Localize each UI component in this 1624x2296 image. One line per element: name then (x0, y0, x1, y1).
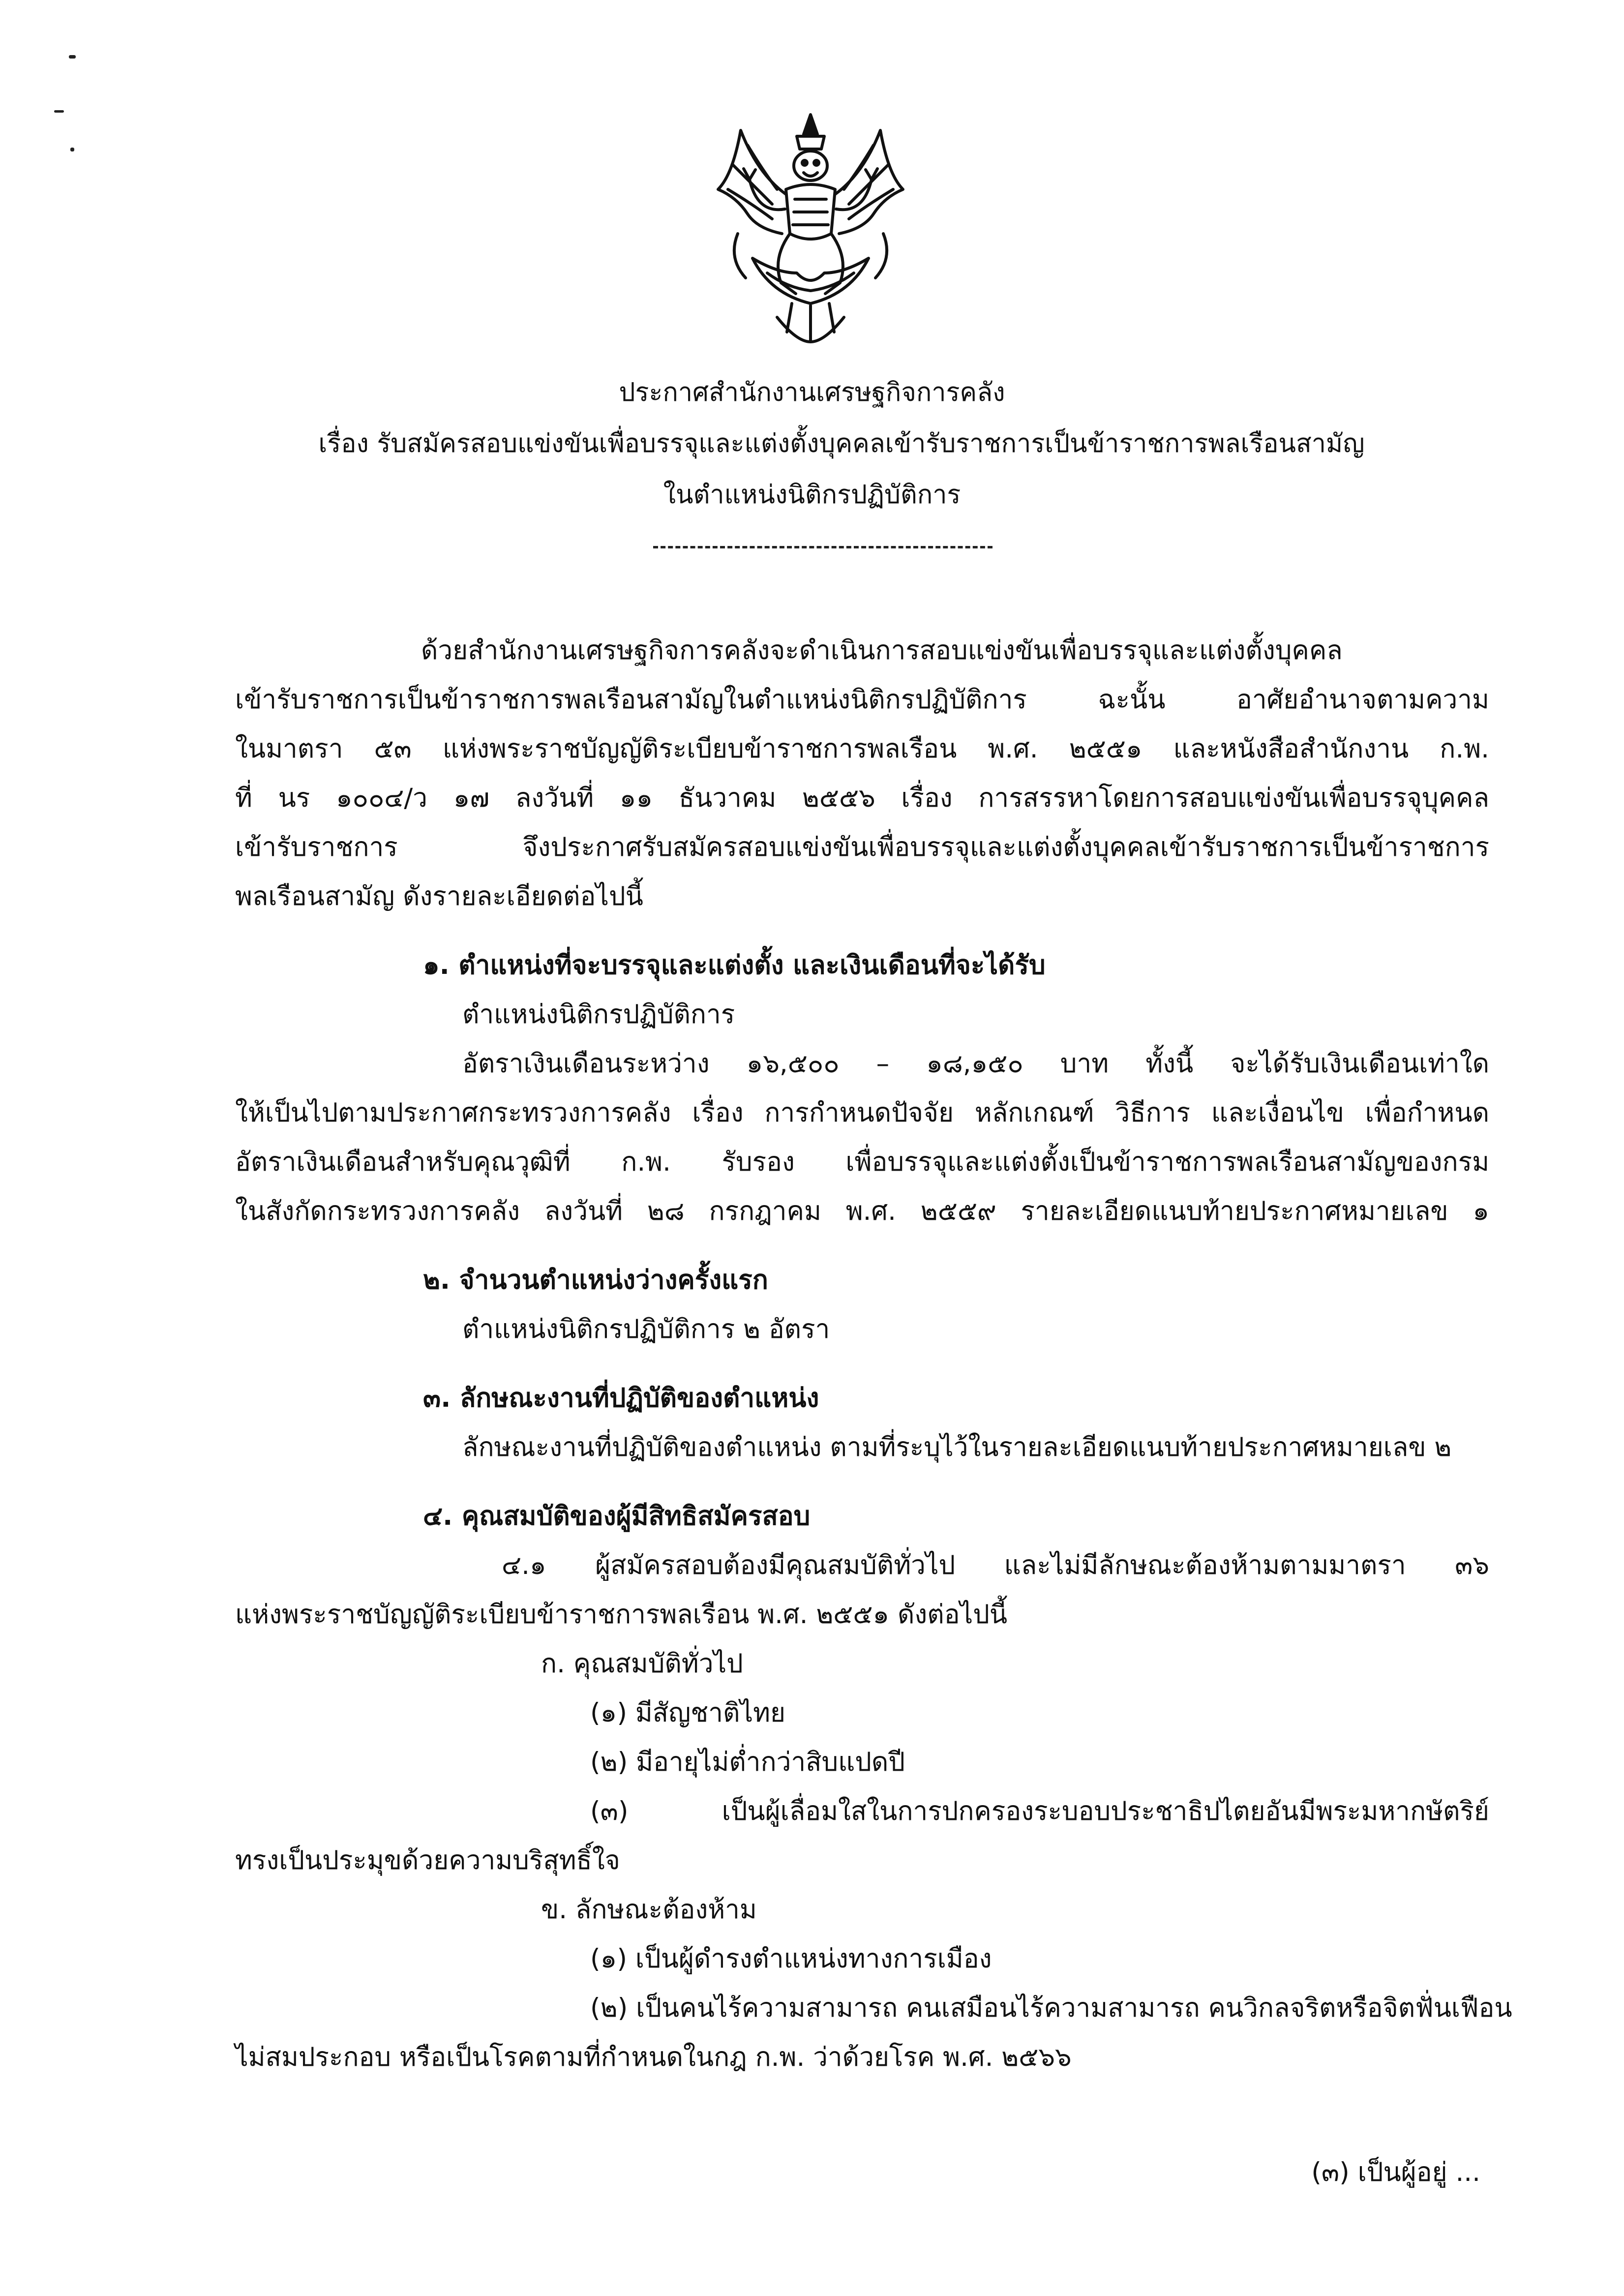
section-1-heading: ๑. ตำแหน่งที่จะบรรจุและแต่งตั้ง และเงินเดือนที่จะได้รับ (423, 950, 1046, 980)
section-4-heading: ๔. คุณสมบัติของผู้มีสิทธิสมัครสอบ (423, 1501, 811, 1531)
continuation-footer: (๓) เป็นผู้อยู่ ... (1311, 2157, 1480, 2187)
prohibited-item: (๒) เป็นคนไร้ความสามารถ คนเสมือนไร้ความสามารถ คนวิกลจริตหรือจิตฟั่นเฟือน (590, 1993, 1512, 2023)
announcement-title: ประกาศสำนักงานเศรษฐกิจการคลัง (619, 378, 1005, 407)
announcement-subject-continued: ในตำแหน่งนิติกรปฏิบัติการ (663, 480, 961, 510)
intro-line: ด้วยสำนักงานเศรษฐกิจการคลังจะดำเนินการสอบแข่งขันเพื่อบรรจุและแต่งตั้งบุคคล (421, 635, 1343, 665)
scan-speck (70, 148, 74, 151)
scan-speck (54, 110, 64, 113)
intro-line: ในมาตรา ๕๓ แห่งพระราชบัญญัติระเบียบข้าราชการพลเรือน พ.ศ. ๒๕๕๑ และหนังสือสำนักงาน ก.พ. (235, 734, 1489, 764)
section-1-salary-line: ในสังกัดกระทรวงการคลัง ลงวันที่ ๒๘ กรกฎาคม พ.ศ. ๒๕๕๙ รายละเอียดแนบท้ายประกาศหมายเลข ๑ (235, 1196, 1489, 1226)
scan-speck (69, 55, 76, 59)
announcement-subject: เรื่อง รับสมัครสอบแข่งขันเพื่อบรรจุและแต่งตั้งบุคคลเข้ารับราชการเป็นข้าราชการพลเรือนสามัญ (318, 429, 1365, 458)
intro-line: พลเรือนสามัญ ดังรายละเอียดต่อไปนี้ (235, 881, 643, 911)
section-3-heading: ๓. ลักษณะงานที่ปฏิบัติของตำแหน่ง (423, 1383, 819, 1413)
prohibited-item: (๑) เป็นผู้ดำรงตำแหน่งทางการเมือง (590, 1944, 992, 1974)
general-qualification-item: (๑) มีสัญชาติไทย (590, 1698, 786, 1728)
section-4-paragraph-line: ๔.๑ ผู้สมัครสอบต้องมีคุณสมบัติทั่วไป และไม่มีลักษณะต้องห้ามตามมาตรา ๓๖ (502, 1550, 1489, 1580)
intro-line: ที่ นร ๑๐๐๔/ว ๑๗ ลงวันที่ ๑๑ ธันวาคม ๒๕๕๖ เรื่อง การสรรหาโดยการสอบแข่งขันเพื่อบรรจุบุคคล (235, 783, 1489, 813)
section-1-salary-line: อัตราเงินเดือนสำหรับคุณวุฒิที่ ก.พ. รับรอง เพื่อบรรจุและแต่งตั้งเป็นข้าราชการพลเรือนสามัญของกรม (235, 1147, 1489, 1177)
prohibited-item-continued: ไม่สมประกอบ หรือเป็นโรคตามที่กำหนดในกฎ ก.พ. ว่าด้วยโรค พ.ศ. ๒๕๖๖ (235, 2042, 1072, 2072)
section-3-text: ลักษณะงานที่ปฏิบัติของตำแหน่ง ตามที่ระบุไว้ในรายละเอียดแนบท้ายประกาศหมายเลข ๒ (462, 1432, 1452, 1462)
general-qualifications-heading: ก. คุณสมบัติทั่วไป (541, 1649, 743, 1679)
section-1-salary-line: อัตราเงินเดือนระหว่าง ๑๖,๕๐๐ – ๑๘,๑๕๐ บาท ทั้งนี้ จะได้รับเงินเดือนเท่าใด (462, 1049, 1489, 1079)
intro-line: เข้ารับราชการเป็นข้าราชการพลเรือนสามัญในตำแหน่งนิติกรปฏิบัติการ ฉะนั้น อาศัยอำนาจตามความ (235, 685, 1489, 715)
garuda-emblem-icon (698, 111, 922, 352)
section-1-salary-line: ให้เป็นไปตามประกาศกระทรวงการคลัง เรื่อง การกำหนดปัจจัย หลักเกณฑ์ วิธีการ และเงื่อนไข เพื่อกำหนด (235, 1098, 1489, 1128)
general-qualification-item-continued: ทรงเป็นประมุขด้วยความบริสุทธิ์ใจ (235, 1845, 620, 1875)
section-4-paragraph-line: แห่งพระราชบัญญัติระเบียบข้าราชการพลเรือน พ.ศ. ๒๕๕๑ ดังต่อไปนี้ (235, 1600, 1008, 1630)
general-qualification-item: (๒) มีอายุไม่ต่ำกว่าสิบแปดปี (590, 1747, 905, 1777)
header-divider (653, 546, 992, 548)
intro-line: เข้ารับราชการ จึงประกาศรับสมัครสอบแข่งขันเพื่อบรรจุและแต่งตั้งบุคคลเข้ารับราชการเป็นข้าราชการ (235, 832, 1489, 862)
prohibited-characteristics-heading: ข. ลักษณะต้องห้าม (541, 1895, 757, 1925)
section-2-text: ตำแหน่งนิติกรปฏิบัติการ ๒ อัตรา (462, 1314, 830, 1344)
section-2-heading: ๒. จำนวนตำแหน่งว่างครั้งแรก (423, 1265, 768, 1295)
general-qualification-item: (๓) เป็นผู้เลื่อมใสในการปกครองระบอบประชาธิปไตยอันมีพระมหากษัตริย์ (590, 1796, 1489, 1826)
section-1-position: ตำแหน่งนิติกรปฏิบัติการ (462, 999, 735, 1029)
